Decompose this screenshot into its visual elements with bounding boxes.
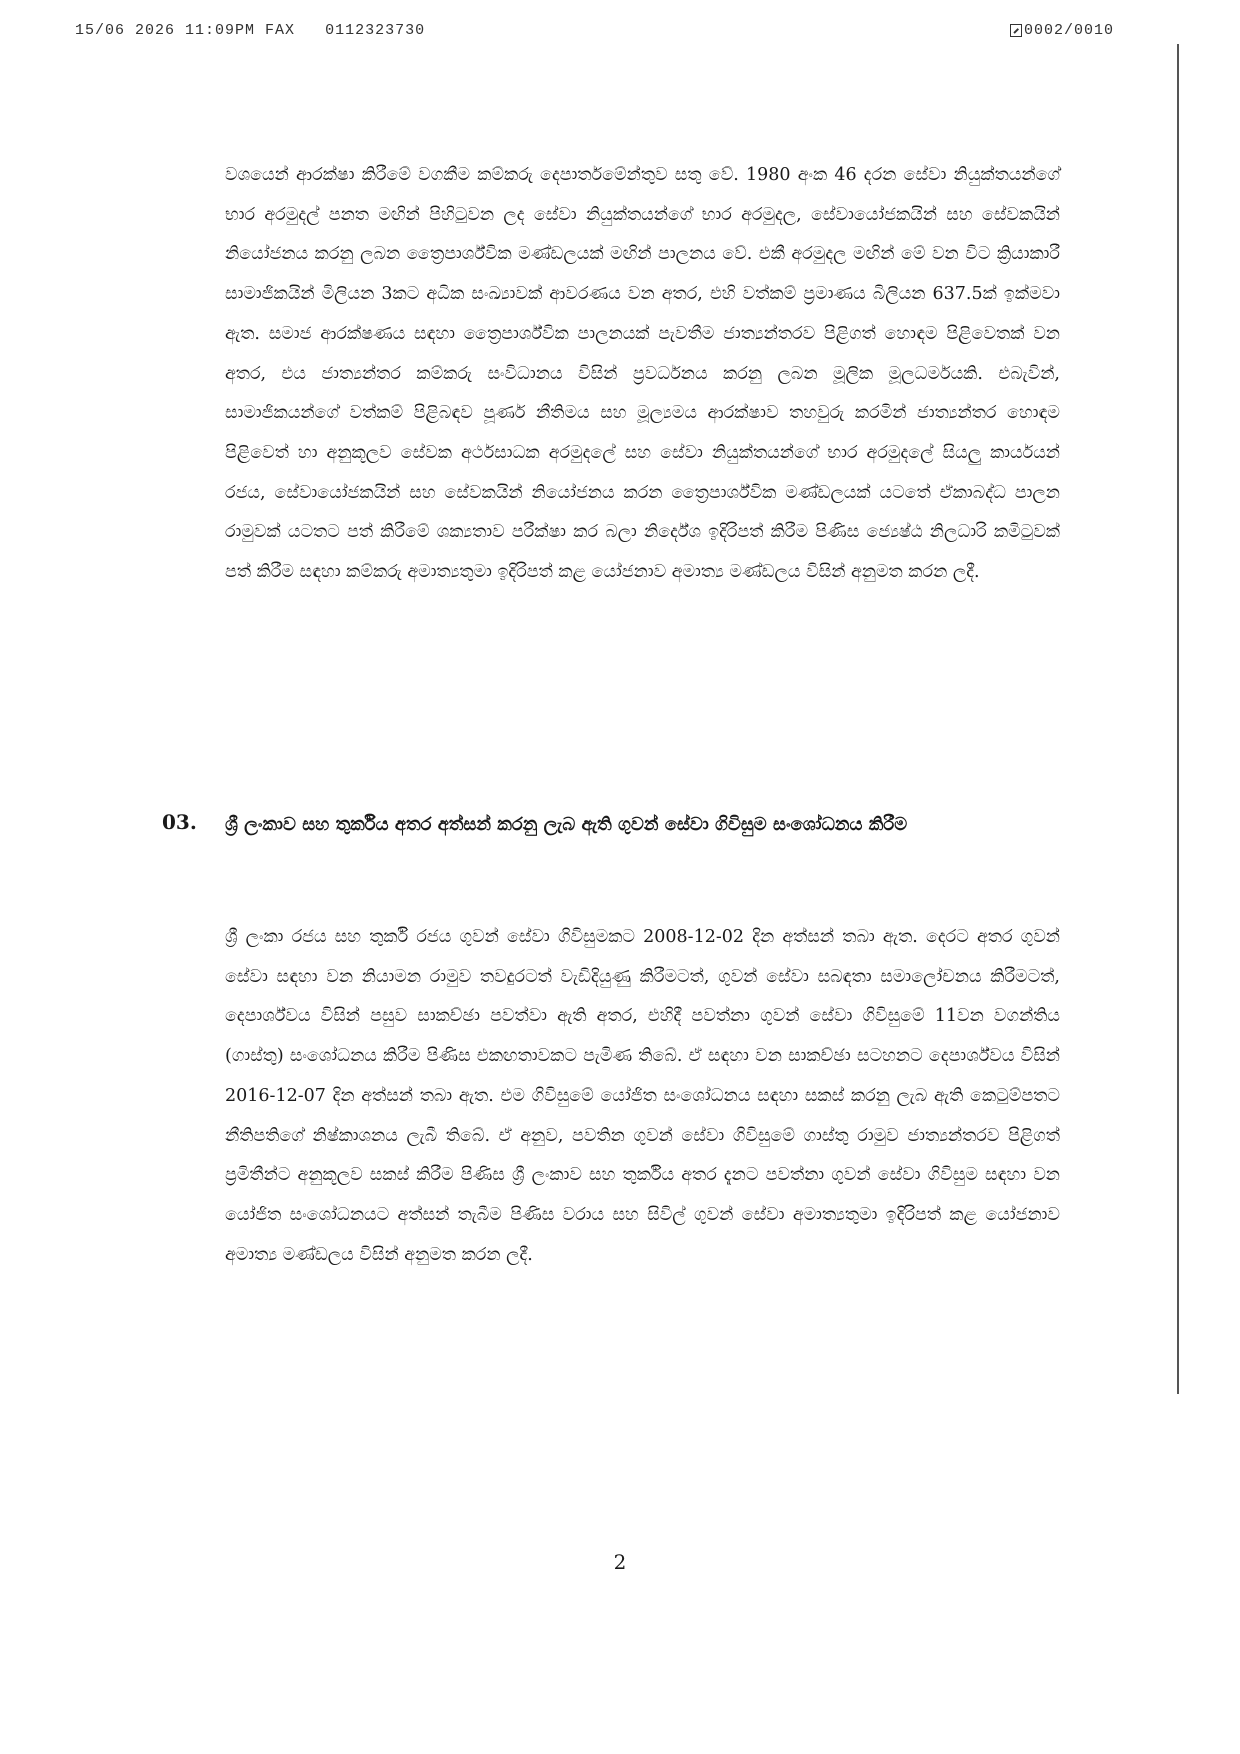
body-paragraph-1: වශයෙන් ආරක්ෂා කිරීමේ වගකීම කම්කරු දෙපාර්තමේන්තුව සතු වේ. 1980 අංක 46 දරන සේවා නියුක්තයන්ගේ භාර අරමුදල් පනත මඟින් පිහිටුවන ලද සේවා නියුක්තයන්ගේ භාර අරමුදල, සේවායෝජකයින් සහ සේවකයින් නියෝජනය කරනු ලබන ත්‍රෛපාර්ශ්වික මණ්ඩලයක් මඟින් පාලනය වේ. එකී අරමුදල මඟින් මේ වන විට ක්‍රියාකාරී සාමාජිකයින් මිලියන 3කට අධික සංඛ්‍යාවක් ආවරණය වන අතර, එහි වත්කම් ප්‍රමාණය බිලියන 637.5ක් ඉක්මවා ඇත. සමාජ ආරක්ෂණය සඳහා ත්‍රෛපාර්ශ්වික පාලනයක් පැවතීම ජාත්‍යන්තරව පිළිගත් හොඳම පිළිවෙතක් වන අතර, එය ජාත්‍යන්තර කම්කරු සංවිධානය විසින් ප්‍රවර්ධනය කරනු ලබන මූලික මූලධර්මයකි. එබැවින්, සාමාජිකයන්ගේ වත්කම් පිළිබඳව පූර්ණ නීතිමය සහ මූල්‍යමය ආරක්ෂාව තහවුරු කරමින් ජාත්‍යන්තර හොඳම පිළිවෙත් හා අනුකූලව සේවක අර්ථසාධක අරමුදලේ සහ සේවා නියුක්තයන්ගේ භාර අරමුදලේ සියලු කාර්යයන් රජය, සේවායෝජකයින් සහ සේවකයින් නියෝජනය කරන ත්‍රෛපාර්ශ්වික මණ්ඩලයක් යටතේ ඒකාබද්ධ පාලන රාමුවක් යටතට පත් කිරීමේ ශක්‍යතාව පරීක්ෂා කර බලා නිර්දේශ ඉදිරිපත් කිරීම පිණිස ජ්‍යෙෂ්ඨ නිලධාරි කමිටුවක් පත් කිරීම සඳහා කම්කරු අමාත්‍යතුමා ඉදිරිපත් කළ යෝජනාව අමාත්‍ය මණ්ඩලය විසින් අනුමත කරන ලදී. [225,165,1060,583]
page-number: 2 [613,1550,627,1574]
body-paragraph-2: ශ්‍රී ලංකා රජය සහ තුර්කි රජය ගුවන් සේවා ගිවිසුමකට 2008-12-02 දින අත්සන් තබා ඇත. දෙරට අතර ගුවන් සේවා සඳහා වන නියාමන රාමුව තවදුරටත් වැඩිදියුණු කිරීමටත්, ගුවන් සේවා සබඳතා සමාලෝචනය කිරීමටත්, දෙපාර්ශ්වය විසින් පසුව සාකච්ඡා පවත්වා ඇති අතර, එහිදී පවත්නා ගුවන් සේවා ගිවිසුමේ 11වන වගන්තිය (ගාස්තු) සංශෝධනය කිරීම පිණිස එකඟතාවකට පැමිණ තිබේ. ඒ සඳහා වන සාකච්ඡා සටහනට දෙපාර්ශ්වය විසින් 2016-12-07 දින අත්සන් තබා ඇත. එම ගිවිසුමේ යෝජිත සංශෝධනය සඳහා සකස් කරනු ලැබ ඇති කෙටුම්පතට නීතිපතිගේ නිෂ්කාශනය ලැබී තිබේ. ඒ අනුව, පවතින ගුවන් සේවා ගිවිසුමේ ගාස්තු රාමුව ජාත්‍යන්තරව පිළිගත් ප්‍රමිතීන්ට අනුකූලව සකස් කිරීම පිණිස ශ්‍රී ලංකාව සහ තුර්කිය අතර දැනට පවත්නා ගුවන් සේවා ගිවිසුම සඳහා වන යෝජිත සංශෝධනයට අත්සන් තැබීම පිණිස වරාය සහ සිවිල් ගුවන් සේවා අමාත්‍යතුමා ඉදිරිපත් කළ යෝජනාව අමාත්‍ය මණ්ඩලය විසින් අනුමත කරන ලදී. [225,927,1060,1265]
section-title: ශ්‍රී ලංකාව සහ තුර්කිය අතර අත්සන් කරනු ලැබ ඇති ගුවන් සේවා ගිවිසුම සංශෝධනය කිරීම [225,814,908,835]
fax-header [0,22,1240,46]
fax-timestamp-line [75,22,425,39]
fax-page-code-wrap [1010,22,1114,39]
fax-timestamp: 15/06 2026 11:09PM FAX [75,22,296,39]
fax-checkbox-icon [1010,24,1022,37]
section-number: 03. [162,810,197,834]
fax-number: 0112323730 [325,22,426,39]
fax-page-code: 0002/0010 [1024,22,1115,39]
scan-border-line [1177,44,1179,1394]
